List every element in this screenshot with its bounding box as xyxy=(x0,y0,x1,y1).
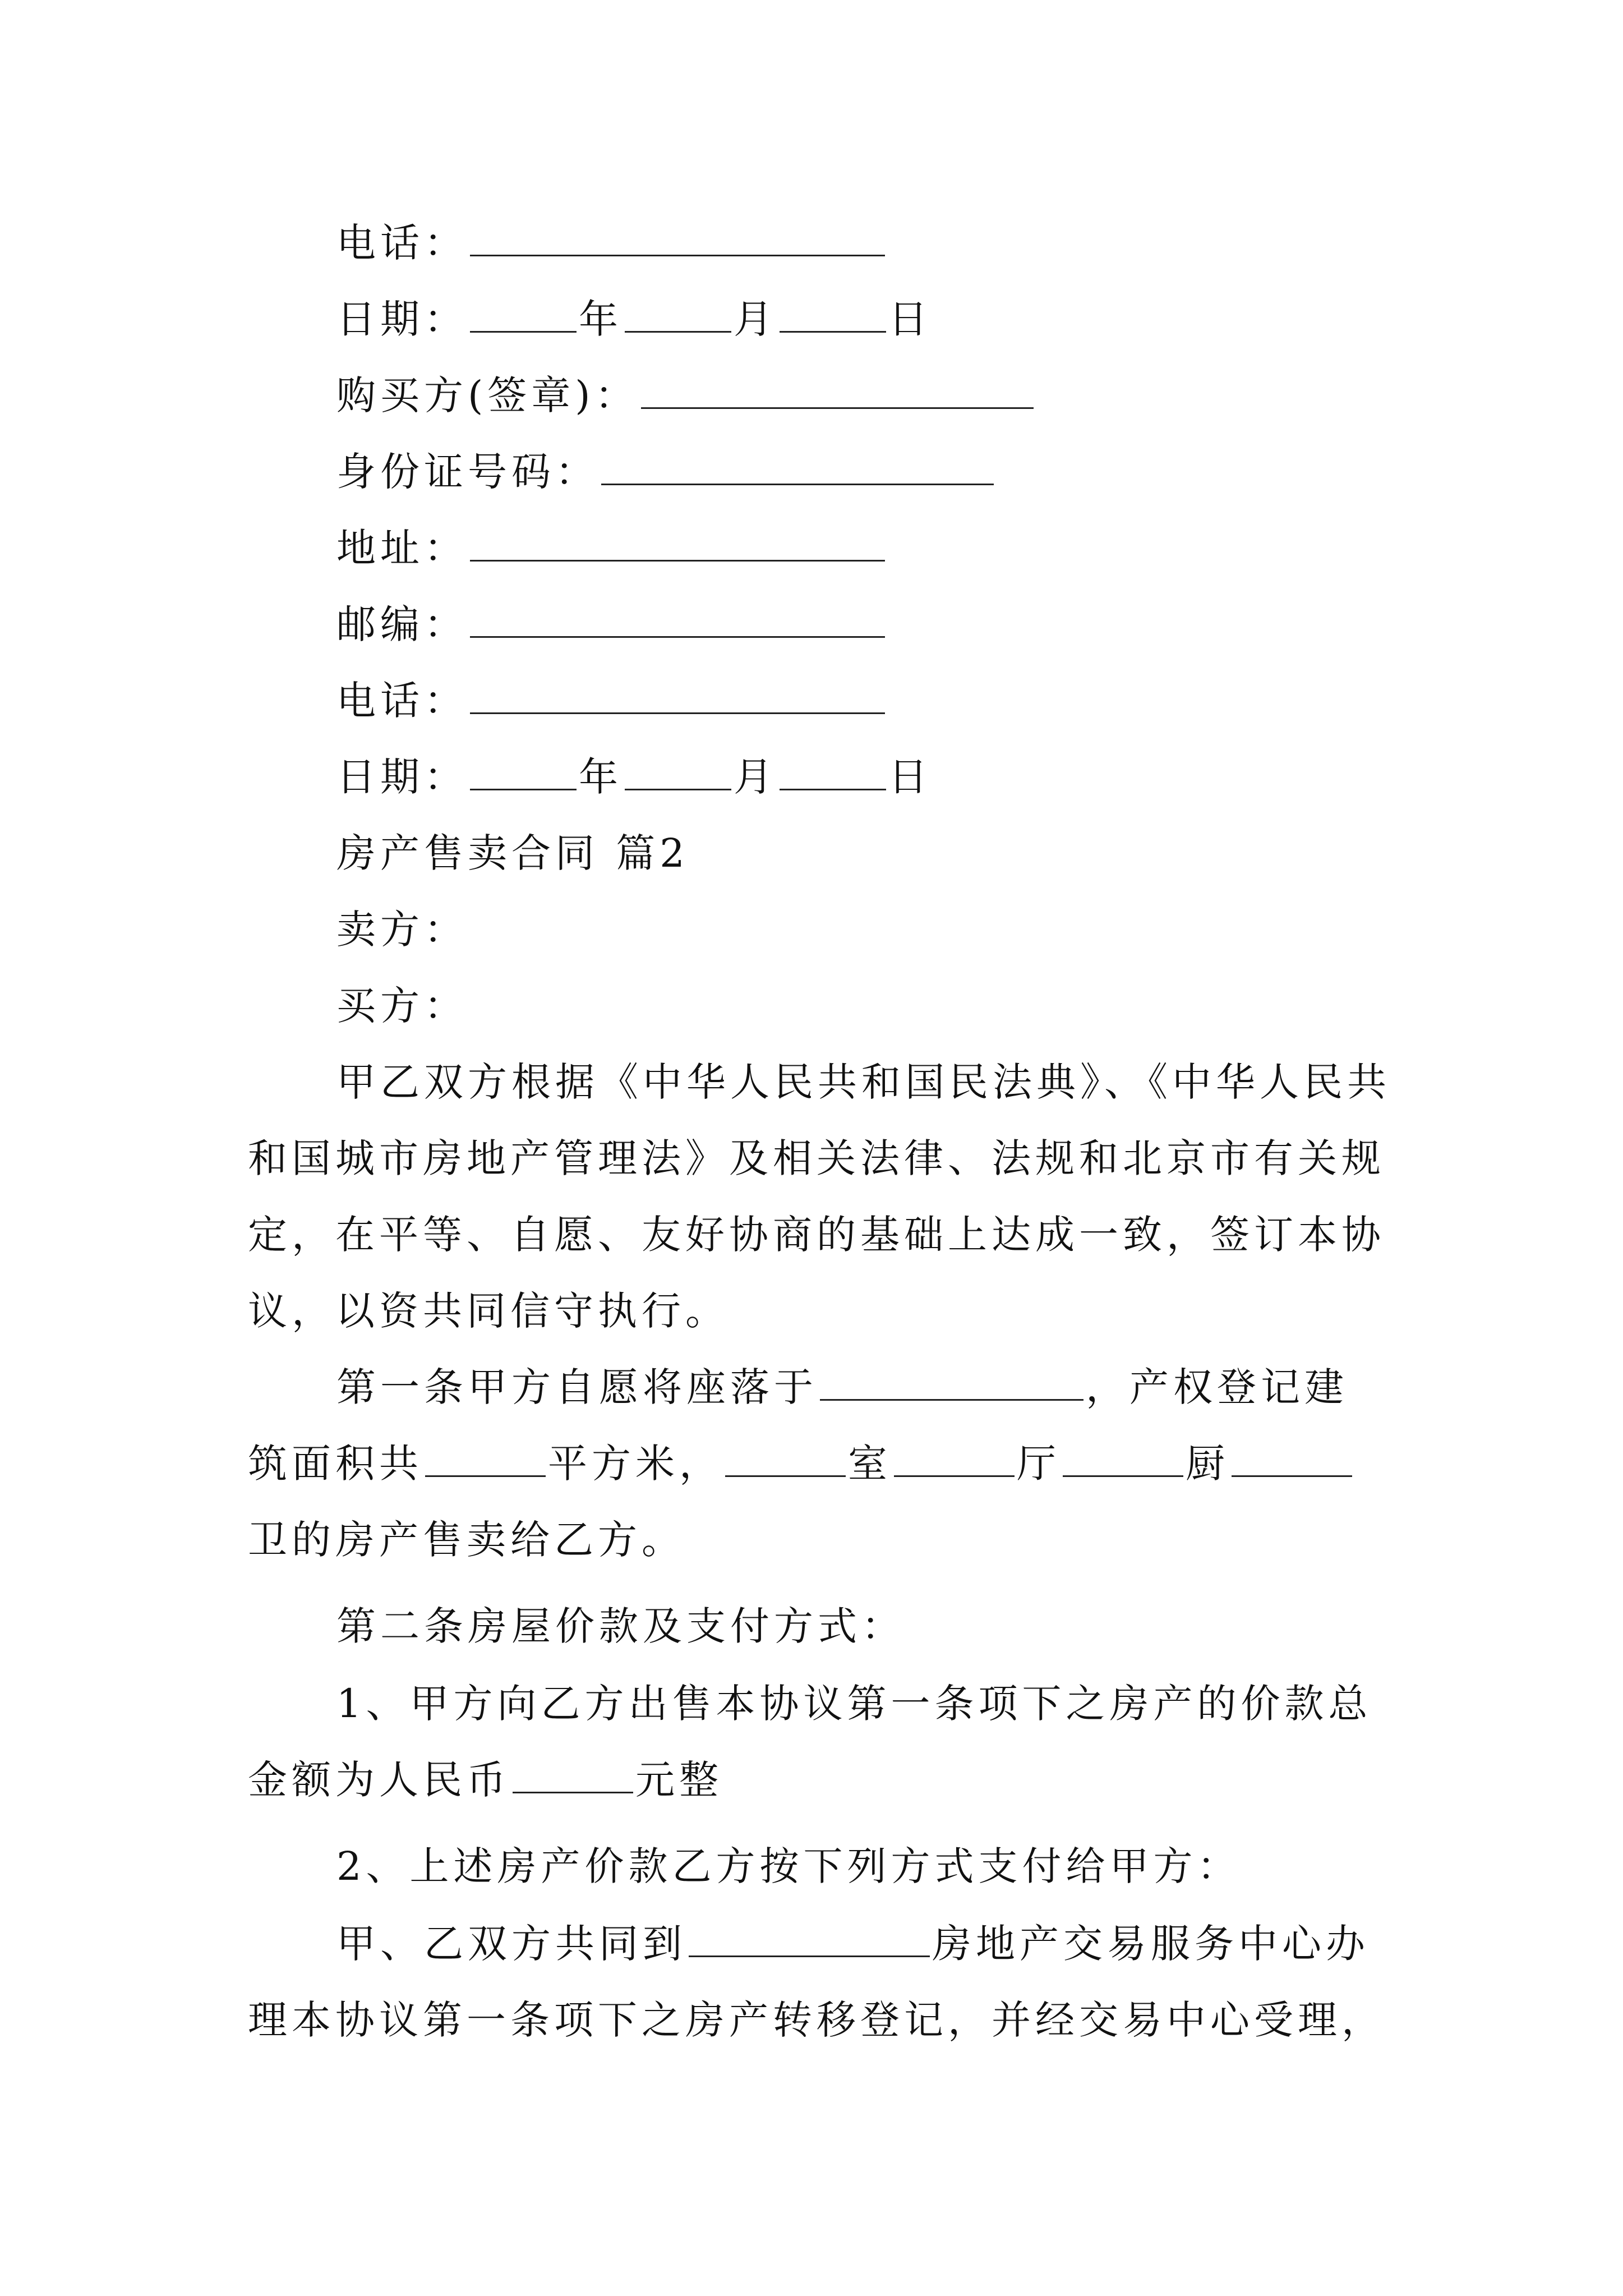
hall-label: 厅 xyxy=(1017,1441,1061,1487)
buyer-signature-line xyxy=(336,370,1036,421)
clause-1-line-2 xyxy=(248,1755,723,1805)
clause-3-text: 甲、乙双方共同到 xyxy=(336,1921,686,1967)
year-blank[interactable] xyxy=(470,754,577,790)
year-blank[interactable] xyxy=(470,296,577,333)
id-number-label: 身份证号码： xyxy=(336,449,599,495)
kitchen-label: 厨 xyxy=(1186,1441,1229,1487)
sqm-label: 平方米， xyxy=(548,1441,723,1487)
day-blank[interactable] xyxy=(780,296,886,333)
seller-label: 卖方： xyxy=(336,907,468,953)
phone-label: 电话： xyxy=(336,678,468,724)
buyer-label: 买方： xyxy=(336,983,468,1029)
article-1-line xyxy=(336,1362,1348,1412)
paragraph-line: 议，以资共同信守执行。 xyxy=(248,1288,729,1334)
clause-3-line-2: 理本协议第一条项下之房产转移登记，并经交易中心受理， xyxy=(248,1997,1385,2043)
paragraph-line: 定，在平等、自愿、友好协商的基础上达成一致，签订本协 xyxy=(248,1212,1385,1258)
amount-suffix: 元整 xyxy=(635,1757,723,1803)
day-blank[interactable] xyxy=(780,754,886,790)
seller-date-line xyxy=(336,294,932,344)
postcode-label: 邮编： xyxy=(336,601,468,647)
section-title: 房产售卖合同 篇2 xyxy=(336,830,689,876)
address-blank[interactable] xyxy=(470,525,885,562)
area-label: 筑面积共 xyxy=(248,1441,423,1487)
id-number-blank[interactable] xyxy=(601,449,994,485)
postcode-line xyxy=(336,599,887,650)
address-line xyxy=(336,523,887,573)
day-label: 日 xyxy=(888,296,932,342)
amount-blank[interactable] xyxy=(513,1757,633,1793)
paragraph-line: 和国城市房地产管理法》及相关法律、法规和北京市有关规 xyxy=(248,1135,1385,1181)
center-blank[interactable] xyxy=(689,1921,930,1957)
clause-3-line xyxy=(336,1918,1370,1969)
date-label: 日期： xyxy=(336,754,468,800)
date-label: 日期： xyxy=(336,296,468,342)
room-label: 室 xyxy=(848,1441,892,1487)
bathrooms-blank[interactable] xyxy=(1232,1441,1352,1477)
address-label: 地址： xyxy=(336,525,468,571)
month-blank[interactable] xyxy=(625,296,731,333)
seller-phone-line xyxy=(336,218,887,268)
article-1-line-3: 卫的房产售卖给乙方。 xyxy=(248,1517,685,1563)
halls-blank[interactable] xyxy=(894,1441,1015,1477)
article-1-text: 第一条甲方自愿将座落于 xyxy=(336,1364,818,1410)
article-2-heading: 第二条房屋价款及支付方式： xyxy=(336,1603,905,1649)
clause-1-line: 1、甲方向乙方出售本协议第一条项下之房产的价款总 xyxy=(336,1681,1372,1727)
phone-blank[interactable] xyxy=(470,220,885,256)
phone-label: 电话： xyxy=(336,220,468,266)
postcode-blank[interactable] xyxy=(470,601,885,638)
phone-blank[interactable] xyxy=(470,678,885,714)
clause-2-line: 2、上述房产价款乙方按下列方式支付给甲方： xyxy=(336,1843,1241,1889)
location-blank[interactable] xyxy=(820,1364,1083,1401)
month-label: 月 xyxy=(734,296,777,342)
buyer-signature-label: 购买方(签章)： xyxy=(336,372,639,418)
kitchens-blank[interactable] xyxy=(1063,1441,1183,1477)
article-1-line-2 xyxy=(248,1438,1354,1489)
buyer-signature-blank[interactable] xyxy=(641,372,1034,409)
month-label: 月 xyxy=(734,754,777,800)
area-blank[interactable] xyxy=(425,1441,546,1477)
amount-label: 金额为人民币 xyxy=(248,1757,510,1803)
buyer-date-line xyxy=(336,752,932,802)
year-label: 年 xyxy=(579,754,623,800)
rooms-blank[interactable] xyxy=(725,1441,846,1477)
year-label: 年 xyxy=(579,296,623,342)
id-number-line xyxy=(336,447,996,497)
clause-3-text-cont: 房地产交易服务中心办 xyxy=(932,1921,1370,1967)
day-label: 日 xyxy=(888,754,932,800)
article-1-text-cont: ，产权登记建 xyxy=(1086,1364,1348,1410)
paragraph-line: 甲乙双方根据《中华人民共和国民法典》、《中华人民共 xyxy=(336,1059,1391,1105)
buyer-phone-line xyxy=(336,675,887,726)
month-blank[interactable] xyxy=(625,754,731,790)
